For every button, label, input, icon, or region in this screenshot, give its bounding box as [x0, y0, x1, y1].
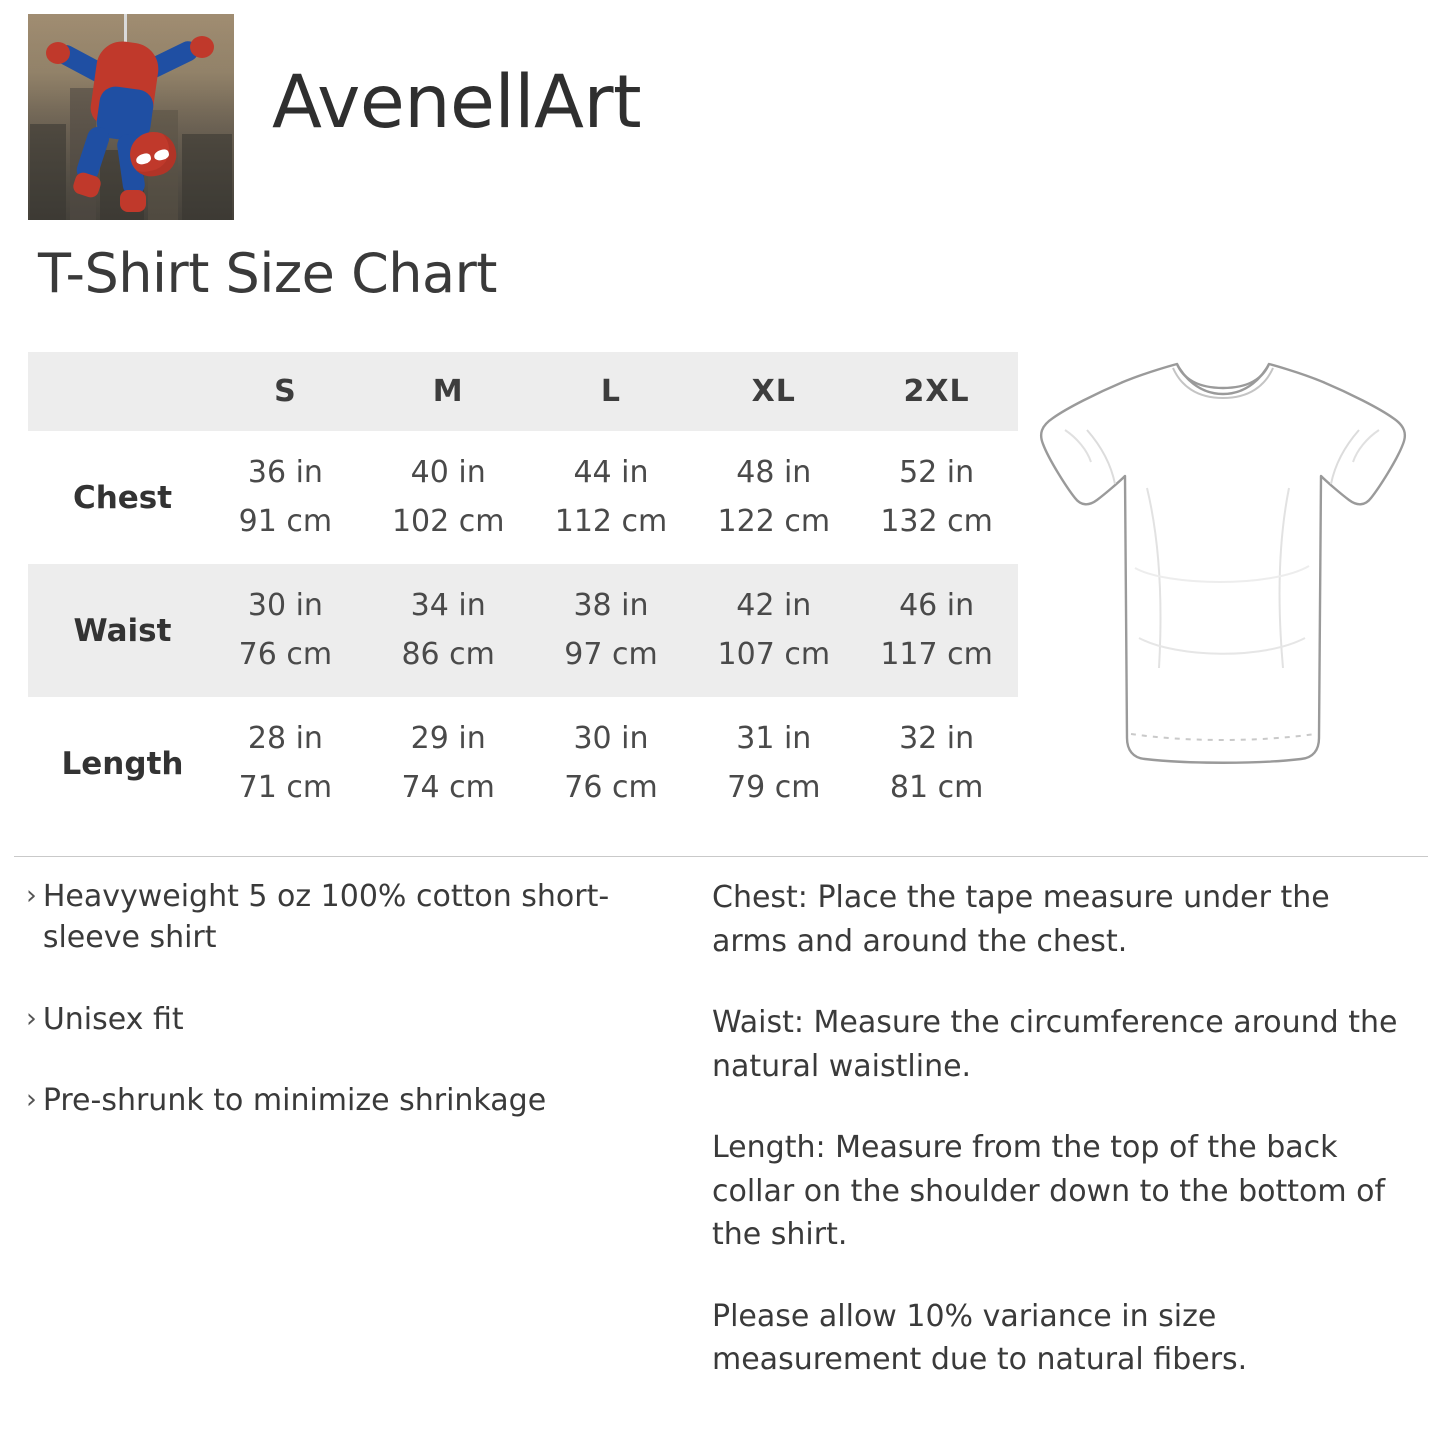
brand-name: AvenellArt — [272, 60, 642, 145]
cell-length-2xl — [855, 697, 1018, 830]
value-in: 48 in — [736, 455, 812, 490]
cell-waist-l — [530, 564, 693, 697]
value-cm: 97 cm — [564, 636, 658, 672]
value-in: 31 in — [736, 721, 812, 757]
column-header-2xl: 2XL — [903, 374, 970, 409]
value-cm: 76 cm — [238, 636, 333, 672]
value-cm: 81 cm — [889, 769, 984, 805]
cell-chest-s — [204, 431, 367, 564]
feature-text: Unisex fit — [42, 1001, 184, 1037]
logo-figure-hand — [190, 36, 214, 58]
value-in: 36 in — [247, 455, 323, 490]
cell-chest-m — [367, 431, 530, 564]
note-length: Length: Measure from the top of the back collar on the shoulder down to the bottom of the shirt. — [712, 1130, 1386, 1252]
logo-building — [182, 134, 232, 220]
row-label-length: Length — [61, 745, 184, 782]
value-cm: 117 cm — [880, 636, 993, 672]
cell-length-m — [367, 697, 530, 830]
chevron-right-icon: › — [26, 1084, 37, 1116]
spiderman-logo-icon — [28, 14, 234, 220]
value-in: 42 in — [736, 588, 812, 624]
note-chest: Chest: Place the tape measure under the arms and around the chest. — [712, 880, 1330, 959]
chevron-right-icon: › — [26, 1002, 37, 1034]
note-variance: Please allow 10% variance in size measurement due to natural fibers. — [712, 1298, 1248, 1377]
cell-waist-2xl — [855, 564, 1018, 697]
logo-figure-hand — [46, 42, 70, 64]
size-table-container — [28, 352, 1018, 831]
value-cm: 122 cm — [717, 503, 831, 539]
cell-chest-l — [530, 431, 693, 564]
cell-chest-xl — [692, 431, 855, 564]
cell-length-xl — [692, 697, 855, 830]
cell-waist-xl — [692, 564, 855, 697]
brand-header — [28, 0, 1417, 220]
column-header-l: L — [600, 374, 622, 409]
value-cm: 112 cm — [554, 503, 668, 539]
value-in: 44 in — [573, 455, 649, 490]
table-corner-cell — [28, 352, 204, 431]
value-cm: 102 cm — [391, 503, 505, 539]
value-in: 40 in — [410, 455, 486, 490]
table-row — [28, 431, 1018, 564]
column-header-xl: XL — [751, 374, 796, 409]
cell-waist-s — [204, 564, 367, 697]
value-cm: 91 cm — [238, 503, 333, 539]
value-cm: 107 cm — [717, 636, 831, 672]
feature-text: Heavyweight 5 oz 100% cotton short-sleeve shirt — [42, 879, 610, 956]
value-in: 28 in — [247, 721, 323, 757]
value-cm: 86 cm — [401, 636, 495, 672]
measuring-notes — [712, 876, 1412, 1420]
section-divider — [14, 856, 1428, 857]
value-cm: 79 cm — [727, 769, 821, 805]
chevron-right-icon: › — [26, 880, 37, 911]
logo-building — [30, 124, 66, 220]
cell-waist-m — [367, 564, 530, 697]
value-in: 34 in — [410, 588, 486, 624]
value-in: 46 in — [899, 588, 975, 624]
value-cm: 74 cm — [401, 769, 495, 805]
column-header-s: S — [274, 374, 297, 409]
value-in: 38 in — [573, 588, 649, 624]
list-item — [26, 876, 686, 959]
row-label-waist: Waist — [73, 612, 172, 649]
features-list — [26, 876, 686, 1162]
table-header-row — [28, 352, 1018, 431]
value-in: 29 in — [410, 721, 486, 757]
page-title: T-Shirt Size Chart — [38, 242, 497, 305]
row-label-chest: Chest — [72, 479, 173, 516]
tshirt-illustration-icon — [1027, 338, 1419, 798]
list-item — [26, 999, 686, 1040]
value-in: 52 in — [899, 455, 975, 490]
cell-chest-2xl — [855, 431, 1018, 564]
value-cm: 132 cm — [880, 503, 993, 539]
value-in: 30 in — [573, 721, 649, 757]
table-row — [28, 697, 1018, 830]
value-cm: 71 cm — [238, 769, 333, 805]
list-item — [26, 1080, 686, 1121]
value-in: 32 in — [899, 721, 975, 757]
note-waist: Waist: Measure the circumference around the natural waistline. — [712, 1005, 1398, 1084]
size-table — [28, 352, 1018, 831]
column-header-m: M — [432, 374, 464, 409]
cell-length-l — [530, 697, 693, 830]
cell-length-s — [204, 697, 367, 830]
value-cm: 76 cm — [564, 769, 658, 805]
table-row — [28, 564, 1018, 697]
feature-text: Pre-shrunk to minimize shrinkage — [42, 1083, 547, 1119]
value-in: 30 in — [247, 588, 323, 624]
logo-figure-boot — [120, 190, 146, 212]
